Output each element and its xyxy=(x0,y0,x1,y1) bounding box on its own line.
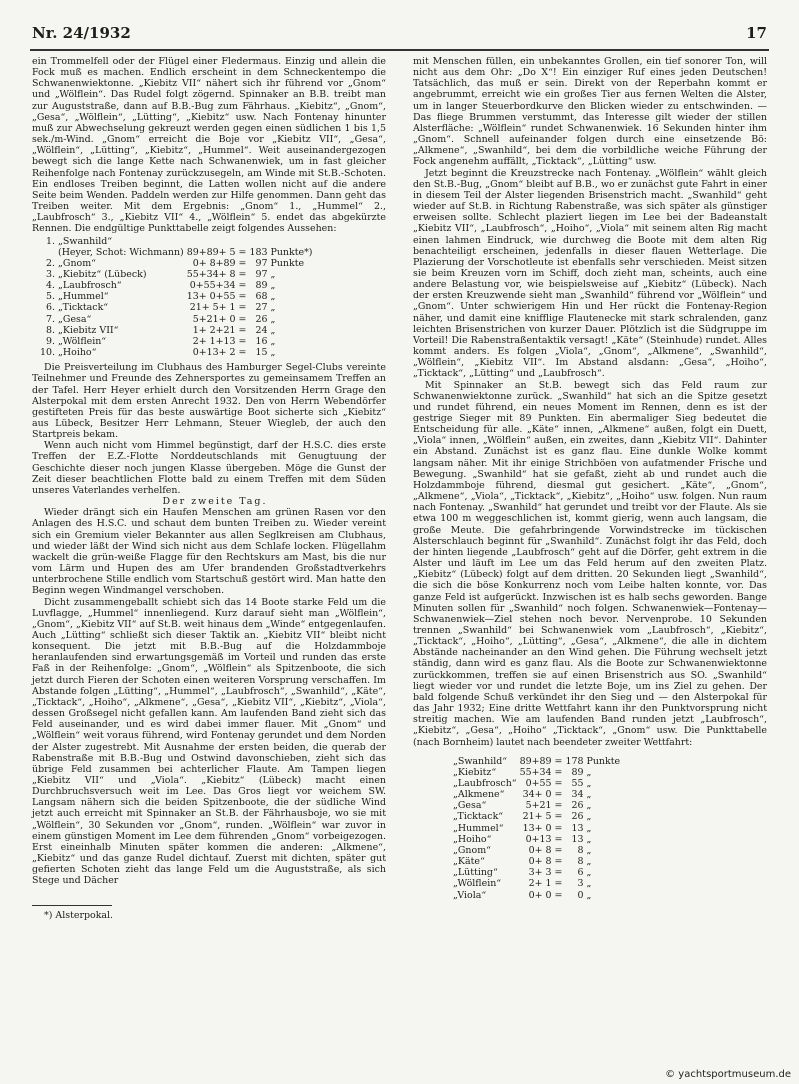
table-row xyxy=(40,291,316,302)
table-cell: 5. xyxy=(46,291,56,303)
table-row xyxy=(453,823,623,834)
table-cell: 8. xyxy=(46,324,56,336)
table-cell: „Hummel“ xyxy=(58,291,109,303)
table-cell: „Käte“ xyxy=(453,856,485,868)
table-cell: „ xyxy=(270,335,276,347)
table-cell: 8 xyxy=(577,856,584,868)
table-cell: „Hoiho“ xyxy=(58,347,97,359)
table-cell: 0+ 8+89 = xyxy=(192,257,247,269)
table-cell: „ xyxy=(586,822,592,834)
table-cell: Punkte xyxy=(586,755,621,767)
table-cell: 3. xyxy=(46,268,56,280)
results-table-day1 xyxy=(40,236,316,359)
table-cell: 0 xyxy=(577,889,584,901)
table-row xyxy=(453,778,623,789)
table-cell: 34+ 0 = xyxy=(522,789,563,801)
table-row xyxy=(453,789,623,800)
table-cell: 68 xyxy=(255,291,268,303)
table-cell: „Swanhild“ xyxy=(58,235,113,247)
table-cell: Punkte*) xyxy=(270,246,313,258)
table-cell: „ xyxy=(586,766,592,778)
table-row xyxy=(40,347,316,358)
table-cell: 0+55+34 = xyxy=(189,280,247,292)
table-row xyxy=(40,280,316,291)
table-cell: 55+34 = xyxy=(519,766,563,778)
table-cell: 24 xyxy=(255,324,268,336)
table-cell: „Kiebitz VII“ xyxy=(58,324,119,336)
table-cell: 0+ 8 = xyxy=(528,844,563,856)
table-cell: 0+13+ 2 = xyxy=(192,347,247,359)
table-row xyxy=(453,767,623,778)
paragraph: Mit Spinnaker an St.B. bewegt sich das Feld raum zur Schwanenwiektonne zurück. „Swanhild“ hat sich an die Spitze gesetzt und rundet führend, ein neues Moment im Rennen, denn es ist der gestrige Sieger mit 89 Punkten. Ein abermaliger Sieg bedeutet die Entscheidung für alle. „Käte“ innen, „Alkmene“ außen, folgt ein Duett, „Viola“ innen, „Wölflein“ außen, ein zweites, dann „Kiebitz VII“. Dahinter ein Abstand. Zunächst ist es ganz flau. Eine dunkle Wolke kommt langsam näher. Mit ihr einige Strichböen von aufatmender Frische und Bewegung. „Swanhild“ hat sie gefaßt, zieht ab und rundet auch die Holzdammboje führend, diesmal gut gesichert. „Käte“, „Gnom“, „Alkmene“, „Viola“, „Ticktack“, „Kiebitz“, „Hoiho“ usw. folgen. Nun raum nach Fontenay. „Swanhild“ hat gerundet und treibt vor der Flaute. Als sie etwa 100 m weggeschlichen ist, kommt gierig, wenn auch langsam, die große Meute. Die gefahrbringende Vorwindstrecke im tückischen Alsterschlauch beginnt für „Swanhild“. Zunächst folgt ihr das Feld, doch der hinten liegende „Laubfrosch“ geht auf die Dörfer, geht extrem in die Alster und läuft im Lee um das Feld herum auf den zweiten Platz. „Kiebitz“ (Lübeck) folgt auf dem dritten. 20 Sekunden liegt „Swanhild“, die sich die böse Konkurrenz noch vom Leibe halten konnte, vor. Das ganze Feld ist aufgerückt. Inzwischen ist es halb sechs geworden. Bange Minuten sollen für „Swanhild“ noch folgen. Schwanenwiek—Fontenay—Schwanenwiek—Ziel stehen noch bevor. Nervenprobe. 10 Sekunden trennen „Swanhild“ bei Schwanenwiek vom „Laubfrosch“, „Kiebitz“, „Ticktack“, „Hoiho“, „Lütting“, „Gesa“, „Alkmene“, die alle in dichtem Abstände nacheinander an den Wind gehen. Die Führung wechselt jetzt ständig, dann wird es ganz flau. Als die Boote zur Schwanenwiektonne zurückkommen, treffen sie auf einen Brisenstrich aus SO. „Swanhild“ liegt wieder vor und rundet die letzte Boje, um ins Ziel zu gehen. Der bald folgende Schuß verkündet ihr den Sieg und — den Alsterpokal für das Jahr 1932; Eine dritte Wettfahrt kann ihr den Punktvorsprung nicht streitig machen. Wie am laufenden Band runden jetzt „Laubfrosch“, „Kiebitz“, „Gesa“, „Hoiho“ „Ticktack“, „Gnom“ usw. Die Punkttabelle (nach Bornheim) lautet nach beendeter zweiter Wettfahrt: xyxy=(413,379,767,748)
table-cell xyxy=(40,247,58,258)
table-cell: „Ticktack“ xyxy=(58,302,109,314)
table-cell: „Gesa“ xyxy=(58,313,92,325)
table-cell: 0+ 8 = xyxy=(528,856,563,868)
table-cell: 89+89 = xyxy=(519,755,563,767)
table-row xyxy=(453,800,623,811)
table-row xyxy=(453,867,623,878)
table-cell: „Laubfrosch“ xyxy=(58,280,122,292)
table-cell: 13+ 0+55 = xyxy=(186,291,247,303)
right-column xyxy=(413,56,767,901)
table-cell: 26 xyxy=(571,811,584,823)
table-cell: 0+ 0 = xyxy=(528,889,563,901)
table-cell: 15 xyxy=(255,347,268,359)
table-cell: 4. xyxy=(46,280,56,292)
table-row xyxy=(40,247,316,258)
table-cell: 26 xyxy=(255,313,268,325)
table-cell: 5+21 = xyxy=(525,800,563,812)
table-cell: „Laubfrosch“ xyxy=(453,778,517,789)
table-cell: 89+89+ 5 = xyxy=(186,246,247,258)
table-cell: „ xyxy=(586,889,592,901)
table-cell: 13 xyxy=(571,833,584,845)
table-cell: „Gnom“ xyxy=(58,257,96,269)
table-cell xyxy=(187,236,250,247)
table-row xyxy=(40,325,316,336)
table-cell: „ xyxy=(586,800,592,812)
page-header xyxy=(32,24,767,46)
table-cell: 21+ 5 = xyxy=(522,811,563,823)
table-row xyxy=(453,811,623,822)
results-table-day2 xyxy=(453,756,623,901)
table-cell: 3 xyxy=(577,878,584,890)
table-cell: 55+34+ 8 = xyxy=(186,268,247,280)
table-cell: 3+ 3 = xyxy=(528,867,563,879)
table-row xyxy=(453,856,623,867)
paragraph: Wenn auch nicht vom Himmel begünstigt, darf der H.S.C. dies erste Treffen der E.Z.-Flotte Norddeutschlands mit Genugtuung der Geschichte dieser noch jungen Klasse übergeben. Möge die Gunst der Zeit dieser beachtlichen Flotte bald zu einem Treffen mit dem Süden unseres Vaterlandes verhelfen. xyxy=(32,440,386,496)
table-cell: „ xyxy=(586,844,592,856)
table-cell: „ xyxy=(586,811,592,823)
paragraph: Dicht zusammengeballt schiebt sich das 14 Boote starke Feld um die Luvflagge, „Hummel“ innenliegend. Kurz darauf sieht man „Wölflein“, „Gnom“, „Kiebitz VII“ auf St.B. weit hinaus dem „Winde“ entgegenlaufen. Auch „Lütting“ schließt sich dieser Taktik an. „Kiebitz VII“ bleibt nicht konsequent. Die jetzt mit B.B.-Bug auf die Holzdammboje heranlaufenden sind erwartungsgemäß im Vorteil und runden das erste Faß in der Reihenfolge: „Gnom“, „Wölflein“ als Spitzenboote, die sich jetzt durch Fieren der Schoten einen weiteren Vorsprung verschaffen. Im Abstande folgen „Lütting“, „Hummel“, „Laubfrosch“, „Swanhild“, „Käte“, „Ticktack“, „Hoiho“, „Alkmene“, „Gesa“, „Kiebitz VII“, „Kiebitz“, „Viola“, dessen Großsegel nicht gefallen kann. Am laufenden Band zieht sich das Feld auseinander, und es wird dabei immer flauer. Mit „Gnom“ und „Wölflein“ weit voraus führend, wird Fontenay gerundet und dem Norden der Alster zugestrebt. Mit Ausnahme der ersten beiden, die querab der Rabenstraße mit B.B.-Bug und Ostwind davonschieben, zieht sich das übrige Feld zusammen bei achterlicher Flaute. Am Tampen liegen „Kiebitz VII“ und „Viola“. „Kiebitz“ (Lübeck) macht einen Durchbruchsversuch weit im Lee. Das Gros liegt vor weichem SW. Langsam nähern sich die beiden Spitzenboote, die der südliche Wind jetzt auch erreicht mit Spinnaker an St.B. der Fährhausboje, wo sie mit „Wölflein“, 30 Sekunden vor „Gnom“, runden. „Wölflein“ war zuvor in einem günstigen Moment im Lee dem führenden „Gnom“ vorbeigezogen. Erst eineinhalb Minuten später kommen die anderen: „Alkmene“, „Kiebitz“ und das ganze Rudel dichtauf. Zuerst mit dichten, später gut gefierten Schoten zieht das lange Feld um die Auguststraße, als sich Stege und Dächer xyxy=(32,596,386,887)
table-cell: „ xyxy=(586,778,592,789)
table-cell: 2+ 1+13 = xyxy=(192,335,247,347)
table-cell: „ xyxy=(586,867,592,879)
table-cell: 13 xyxy=(571,822,584,834)
table-cell: „ xyxy=(270,291,276,303)
table-row xyxy=(453,845,623,856)
table-cell: 0+55 = xyxy=(525,778,563,789)
table-cell: „ xyxy=(586,856,592,868)
left-column xyxy=(32,56,386,921)
table-cell: (Heyer, Schot: Wichmann) xyxy=(58,246,184,258)
table-cell: Punkte xyxy=(270,257,305,269)
paragraph: Wieder drängt sich ein Haufen Menschen am grünen Rasen vor den Anlagen des H.S.C. und schaut dem bunten Treiben zu. Wieder vereint sich ein Gremium vieler Bekannter aus allen Seglkreisen am Clubhaus, und wieder läßt der Wind sich nicht aus dem Schlafe locken. Flügellahm wackelt die grün-weiße Flagge für den Rechtskurs am Mast, bis die nur vom Lärm und Hupen des am Ufer brandenden Großstadtverkehrs unterbrochene Stille endlich vom Startschuß gestört wird. Man hatte den Beginn wegen Windmangel verschoben. xyxy=(32,507,386,597)
table-cell: „ xyxy=(270,324,276,336)
table-cell: „Gesa“ xyxy=(453,800,487,812)
table-row xyxy=(453,756,623,767)
footnote-rule xyxy=(32,905,112,906)
paragraph: Jetzt beginnt die Kreuzstrecke nach Fontenay. „Wölflein“ wählt gleich den St.B.-Bug, „Gnom“ bleibt auf B.B., wo er zunächst gute Fahrt in einer in diesem Teil der Alster liegenden Brisenstrich macht. „Swanhild“ geht wieder auf St.B. in Richtung Rabenstraße, was sich später als günstiger erweisen sollte. Schlecht plaziert liegen im Lee bei der Badeanstalt „Kiebitz VII“, „Laubfrosch“, „Hoiho“, „Viola“ mit seinem alten Rig macht einen lahmen Eindruck, wie durchweg die Boote mit dem alten Rig benachteiligt erscheinen, jedenfalls in dieser flauen Wetterlage. Die Plazierung der Vorschotleute ist ebenfalls sehr verschieden. Meist sitzen sie beim Kreuzen vorn im Schiff, doch zieht man, scheints, auch eine andere Belastung vor, wie beispielsweise auf „Kiebitz“ (Lübeck). Nach der ersten Kreuzwende sieht man „Swanhild“ führend vor „Wölflein“ und „Gnom“. Unter schwierigem Hin und Her rückt die Fontenay-Region näher, und damit eine knifflige Flautenecke mit stark schralenden, ganz leichten Brisenstrichen von kurzer Dauer. Plötzlich ist die Südgruppe im Vorteil! Die Rabenstraßentaktik versagt! „Käte“ (Steinhude) rundet. Alles kommt anders. Es folgen „Viola“, „Gnom“, „Alkmene“, „Swanhild“, „Wölflein“, „Kiebitz VII“. Im Abstand alsdann: „Gesa“, „Hoiho“, „Ticktack“, „Lütting“ und „Laubfrosch“. xyxy=(413,167,767,380)
table-cell: 55 xyxy=(571,778,584,789)
section-heading: Der zweite Tag. xyxy=(162,496,268,508)
table-cell: 89 xyxy=(255,280,268,292)
table-cell: 2+ 1 = xyxy=(528,878,563,890)
table-cell: 5+21+ 0 = xyxy=(192,313,247,325)
table-cell: 13+ 0 = xyxy=(522,822,563,834)
table-cell: „Alkmene“ xyxy=(453,789,505,801)
table-cell: „ xyxy=(270,313,276,325)
table-cell: 2. xyxy=(46,257,56,269)
footnote: *) Alsterpokal. xyxy=(44,909,114,921)
table-cell: „ xyxy=(270,347,276,359)
table-cell: 21+ 5+ 1 = xyxy=(189,302,247,314)
table-cell: „Swanhild“ xyxy=(453,755,508,767)
page-number: 17 xyxy=(746,24,767,42)
table-row xyxy=(453,834,623,845)
table-cell: 8 xyxy=(577,844,584,856)
table-cell: 0+13 = xyxy=(525,833,563,845)
table-cell: „Viola“ xyxy=(453,889,487,901)
watermark: © yachtsportmuseum.de xyxy=(665,1069,791,1080)
table-cell: „ xyxy=(586,789,592,801)
table-cell: „Lütting“ xyxy=(453,867,498,879)
table-cell: 27 xyxy=(255,302,268,314)
paragraph: ein Trommelfell oder der Flügel einer Fledermaus. Einzig und allein die Fock muß es machen. Endlich erscheint in dem Schneckentempo die Schwanenwiektonne. „Kiebitz VII“ nähert sich ihr führend vor „Gnom“ und „Wölflein“. Das Rudel folgt zögernd. Spinnaker an B.B. treibt man zur Auguststraße, dann auf B.B.-Bug zum Fährhaus. „Kiebitz“, „Gnom“, „Gesa“, „Wölflein“, „Lütting“, „Kiebitz“ usw. Nach Fontenay hinunter muß zur Abwechselung gekreuzt werden gegen einen südlichen 1 bis 1,5 sek./m-Wind. „Gnom“ erreicht die Boje vor „Kiebitz VII“, „Gesa“, „Wölflein“, „Lütting“, „Kiebitz“, „Hummel“. Weit auseinandergezogen bewegt sich die lange Kette nach Schwanenwiek, um in fast gleicher Reihenfolge nach Fontenay zurückzusegeln, am Winde mit St.B.-Schoten. Ein endloses Treiben beginnt, die Latten wollen nicht auf die andere Seite beim Wenden. Paddeln werden zur Hilfe genommen. Dann geht das Treiben weiter. Mit dem Ergebnis: „Gnom“ 1., „Hummel“ 2., „Laubfrosch“ 3., „Kiebitz VII“ 4., „Wölflein“ 5. endet das abgekürzte Rennen. Die endgültige Punkttabelle zeigt folgendes Aussehen: xyxy=(32,56,386,235)
table-cell: „Wölflein“ xyxy=(58,335,107,347)
table-row xyxy=(453,890,623,901)
table-cell: „Kiebitz“ (Lübeck) xyxy=(58,268,147,280)
table-cell: 1+ 2+21 = xyxy=(192,324,247,336)
table-cell: 89 xyxy=(571,766,584,778)
table-row xyxy=(40,236,316,247)
table-cell: „Kiebitz“ xyxy=(453,766,497,778)
table-cell: „ xyxy=(586,878,592,890)
table-cell xyxy=(249,236,270,247)
table-cell: 1. xyxy=(46,235,56,247)
table-cell: „ xyxy=(270,302,276,314)
table-cell: „ xyxy=(270,268,276,280)
table-cell: 6. xyxy=(46,302,56,314)
table-cell: 16 xyxy=(255,335,268,347)
paragraph: mit Menschen füllen, ein unbekanntes Grollen, ein tief sonorer Ton, will nicht aus dem Ohr: „Do X“! Ein einziger Ruf eines jeden Deutschen! Tatsächlich, das muß er sein. Direkt von der Reperbahn kommt er angebrummt, erreicht wie ein großes Tier aus fernen Welten die Alster, um in langer Steuerbordkurve den Blicken wieder zu entschwinden. — Das fliege Brummen verstummt, das Interesse gilt wieder der stillen Alsterfläche: „Wölflein“ rundet Schwanenwiek. 16 Sekunden hinter ihm „Gnom“. Schnell aufeinander folgen durch eine einsetzende Bö: „Alkmene“, „Swanhild“, bei dem die vorbildliche weiche Führung der Fock angenehm auffällt, „Ticktack“, „Lütting“ usw. xyxy=(413,56,767,168)
table-cell: 26 xyxy=(571,800,584,812)
table-cell: „ xyxy=(270,280,276,292)
table-cell: „Hummel“ xyxy=(453,822,504,834)
table-cell: 9. xyxy=(46,335,56,347)
table-cell: „ xyxy=(586,833,592,845)
table-row xyxy=(40,336,316,347)
table-cell: „Hoiho“ xyxy=(453,833,492,845)
table-cell: 183 xyxy=(249,246,268,258)
table-cell: 7. xyxy=(46,313,56,325)
table-row xyxy=(40,258,316,269)
table-cell: 178 xyxy=(565,755,584,767)
table-row xyxy=(40,269,316,280)
table-cell: 97 xyxy=(255,257,268,269)
table-row xyxy=(453,878,623,889)
paragraph: Die Preisverteilung im Clubhaus des Hamburger Segel-Clubs vereinte Teilnehmer und Freunde des Zehnersportes zu gemeinsamem Treffen an der Tafel. Herr Heyer erhielt durch den Vorsitzenden Herrn Grage den Alsterpokal mit dem ersten Anrecht 1932. Den von Herrn Webendörfer gestifteten Preis für das beste auswärtige Boot sicherte sich „Kiebitz“ aus Lübeck, Besitzer Herr Lehmann, Steuer Wiegleb, der auch den Startpreis bekam. xyxy=(32,362,386,441)
table-row xyxy=(40,302,316,313)
table-cell: „Wölflein“ xyxy=(453,878,502,890)
table-cell: „Ticktack“ xyxy=(453,811,504,823)
table-cell: 10. xyxy=(40,347,56,359)
header-rule xyxy=(30,49,769,51)
table-cell: 34 xyxy=(571,789,584,801)
table-cell: 6 xyxy=(577,867,584,879)
table-cell xyxy=(270,236,315,247)
issue-number: Nr. 24/1932 xyxy=(32,24,131,42)
table-row xyxy=(40,314,316,325)
table-cell: 97 xyxy=(255,268,268,280)
table-cell: „Gnom“ xyxy=(453,844,491,856)
